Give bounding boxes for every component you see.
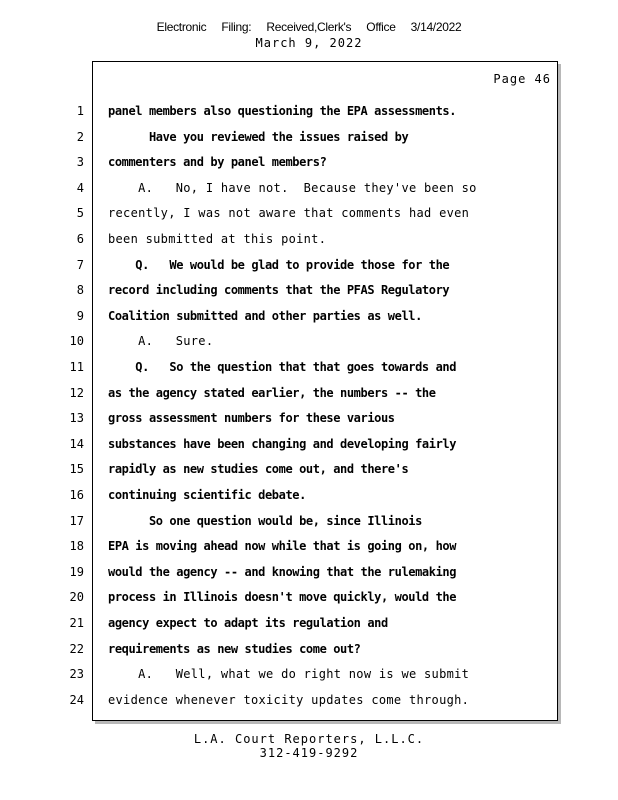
transcript-line: [0, 101, 618, 121]
transcript-line: [0, 434, 618, 454]
reporter-company: L.A. Court Reporters, L.L.C.: [193, 732, 425, 746]
line-text: EPA is moving ahead now while that is going on, how: [108, 539, 457, 554]
line-number: 20: [69, 590, 84, 605]
transcript-line: [0, 255, 618, 275]
line-number: 18: [69, 539, 84, 554]
line-text: rapidly as new studies come out, and there's: [108, 462, 409, 477]
line-text: A. Sure.: [108, 334, 214, 349]
transcript-line: [0, 562, 618, 582]
transcript-line: [0, 152, 618, 172]
line-text: been submitted at this point.: [108, 232, 327, 246]
line-text: gross assessment numbers for these various: [108, 411, 395, 426]
line-number: 23: [69, 667, 84, 682]
line-text: Coalition submitted and other parties as well.: [108, 308, 422, 323]
page-footer: [0, 732, 618, 760]
line-number: 15: [69, 462, 84, 477]
line-text: commenters and by panel members?: [108, 155, 327, 170]
filing-word-received: Received,Clerk's: [266, 20, 352, 34]
transcript-line: [0, 306, 618, 326]
line-number: 5: [76, 206, 84, 221]
transcript-line: [0, 383, 618, 403]
line-number: 6: [76, 232, 84, 246]
line-text: as the agency stated earlier, the numbers -- the: [108, 385, 436, 400]
transcript-line: [0, 127, 618, 147]
transcript-date: March 9, 2022: [255, 36, 363, 50]
filing-word-filing: Filing:: [221, 20, 252, 34]
line-text: agency expect to adapt its regulation and: [108, 616, 388, 630]
line-number: 21: [69, 616, 84, 630]
line-text: So one question would be, since Illinois: [108, 513, 422, 528]
line-number: 22: [69, 641, 84, 656]
line-number: 24: [69, 692, 84, 707]
filing-date: 3/14/2022: [410, 20, 462, 34]
filing-word-office: Office: [366, 20, 396, 34]
line-number: 7: [76, 257, 84, 272]
line-text: evidence whenever toxicity updates come through.: [108, 692, 470, 707]
line-number: 11: [69, 360, 84, 374]
line-text: continuing scientific debate.: [108, 488, 306, 502]
line-number: 3: [76, 155, 84, 170]
line-text: requirements as new studies come out?: [108, 641, 361, 656]
line-text: Q. So the question that that goes towards and: [108, 360, 457, 374]
line-text: A. Well, what we do right now is we submit: [108, 667, 470, 682]
line-number: 10: [69, 334, 84, 349]
transcript-line: [0, 613, 618, 633]
reporter-phone: 312-419-9292: [259, 746, 359, 760]
transcript-line: [0, 639, 618, 659]
line-text: would the agency -- and knowing that the rulemaking: [108, 564, 457, 579]
line-text: substances have been changing and developing fairly: [108, 436, 457, 451]
transcript-line: [0, 408, 618, 428]
page-number: Page 46: [493, 72, 551, 86]
line-number: 4: [76, 180, 84, 195]
transcript-line: [0, 229, 618, 249]
line-number: 19: [69, 564, 84, 579]
line-number: 17: [69, 513, 84, 528]
transcript-line: [0, 203, 618, 223]
line-number: 9: [76, 308, 84, 323]
line-number: 16: [69, 488, 84, 502]
line-number: 2: [76, 129, 84, 144]
transcript-line: [0, 280, 618, 300]
transcript-line: [0, 331, 618, 351]
line-text: process in Illinois doesn't move quickly, would the: [108, 590, 457, 605]
transcript-line: [0, 459, 618, 479]
line-text: record including comments that the PFAS Regulatory: [108, 283, 450, 298]
transcript-line: [0, 664, 618, 684]
transcript-line: [0, 536, 618, 556]
filing-stamp: [0, 20, 618, 34]
transcript-line: [0, 357, 618, 377]
line-number: 1: [76, 104, 84, 118]
line-number: 13: [69, 411, 84, 426]
line-text: panel members also questioning the EPA assessments.: [108, 104, 457, 118]
transcript-line: [0, 511, 618, 531]
line-text: Q. We would be glad to provide those for the: [108, 257, 450, 272]
transcript-line: [0, 587, 618, 607]
filing-word-electronic: Electronic: [156, 20, 207, 34]
line-text: Have you reviewed the issues raised by: [108, 129, 409, 144]
line-text: A. No, I have not. Because they've been so: [108, 180, 477, 195]
line-text: recently, I was not aware that comments had even: [108, 206, 470, 221]
transcript-line: [0, 178, 618, 198]
transcript-line: [0, 485, 618, 505]
line-number: 12: [69, 385, 84, 400]
transcript-line: [0, 690, 618, 710]
line-number: 14: [69, 436, 84, 451]
line-number: 8: [76, 283, 84, 298]
